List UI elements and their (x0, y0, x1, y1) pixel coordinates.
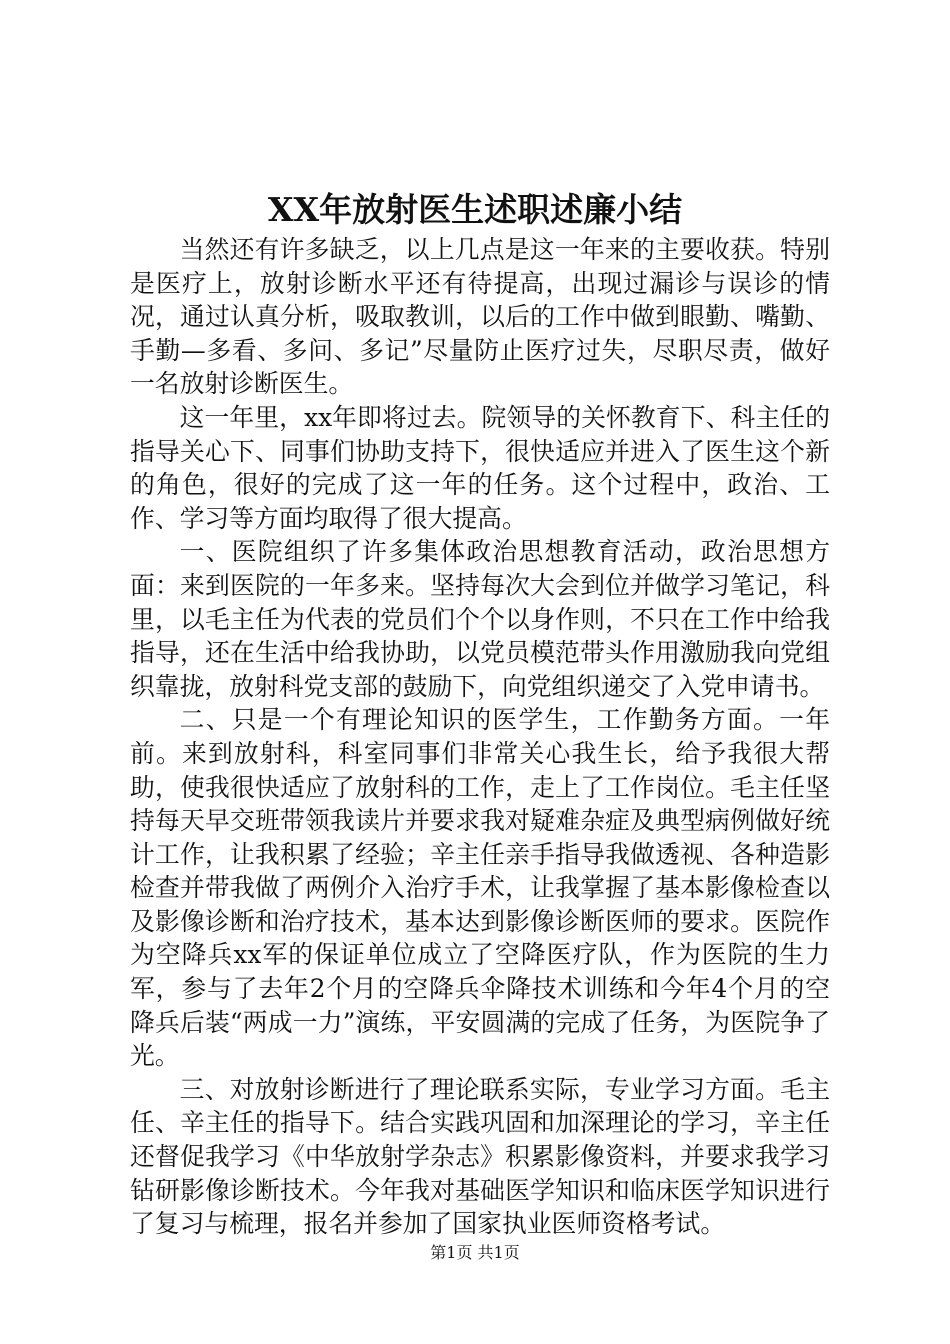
paragraph: 二、只是一个有理论知识的医学生，工作勤务方面。一年前。来到放射科，科室同事们非常关心我生长，给予我很大帮助，使我很快适应了放射科的工作，走上了工作岗位。毛主任坚持每天早交班带领我读片并要求我对疑难杂症及典型病例做好统计工作，让我积累了经验；辛主任亲手指导我做透视、各种造影检查并带我做了两例介入治疗手术，让我掌握了基本影像检查以及影像诊断和治疗技术，基本达到影像诊断医师的要求。医院作为空降兵xx军的保证单位成立了空降医疗队，作为医院的生力军，参与了去年2个月的空降兵伞降技术训练和今年4个月的空降兵后装“两成一力”演练，平安圆满的完成了任务，为医院争了光。 (130, 705, 830, 1071)
document-body (130, 233, 830, 1241)
paragraph: 一、医院组织了许多集体政治思想教育活动，政治思想方面：来到医院的一年多来。坚持每次大会到位并做学习笔记，科里，以毛主任为代表的党员们个个以身作则，不只在工作中给我指导，还在生活中给我协助，以党员模范带头作用激励我向党组织靠拢，放射科党支部的鼓励下，向党组织递交了入党申请书。 (130, 537, 830, 701)
paragraph: 这一年里，xx年即将过去。院领导的关怀教育下、科主任的指导关心下、同事们协助支持下，很快适应并进入了医生这个新的角色，很好的完成了这一年的任务。这个过程中，政治、工作、学习等方面均取得了很大提高。 (130, 402, 830, 533)
paragraph: 当然还有许多缺乏，以上几点是这一年来的主要收获。特别是医疗上，放射诊断水平还有待提高，出现过漏诊与误诊的情况，通过认真分析，吸取教训，以后的工作中做到眼勤、嘴勤、手勤—多看、多问、多记”尽量防止医疗过失，尽职尽责，做好一名放射诊断医生。 (130, 235, 830, 399)
paragraph: 三、对放射诊断进行了理论联系实际，专业学习方面。毛主任、辛主任的指导下。结合实践巩固和加深理论的学习，辛主任还督促我学习《中华放射学杂志》积累影像资料，并要求我学习钻研影像诊断技术。今年我对基础医学知识和临床医学知识进行了复习与梳理，报名并参加了国家执业医师资格考试。 (130, 1074, 830, 1239)
document-title: XX年放射医生述职述廉小结 (267, 190, 683, 229)
page-number-footer: 第1页 共1页 (430, 1243, 520, 1262)
